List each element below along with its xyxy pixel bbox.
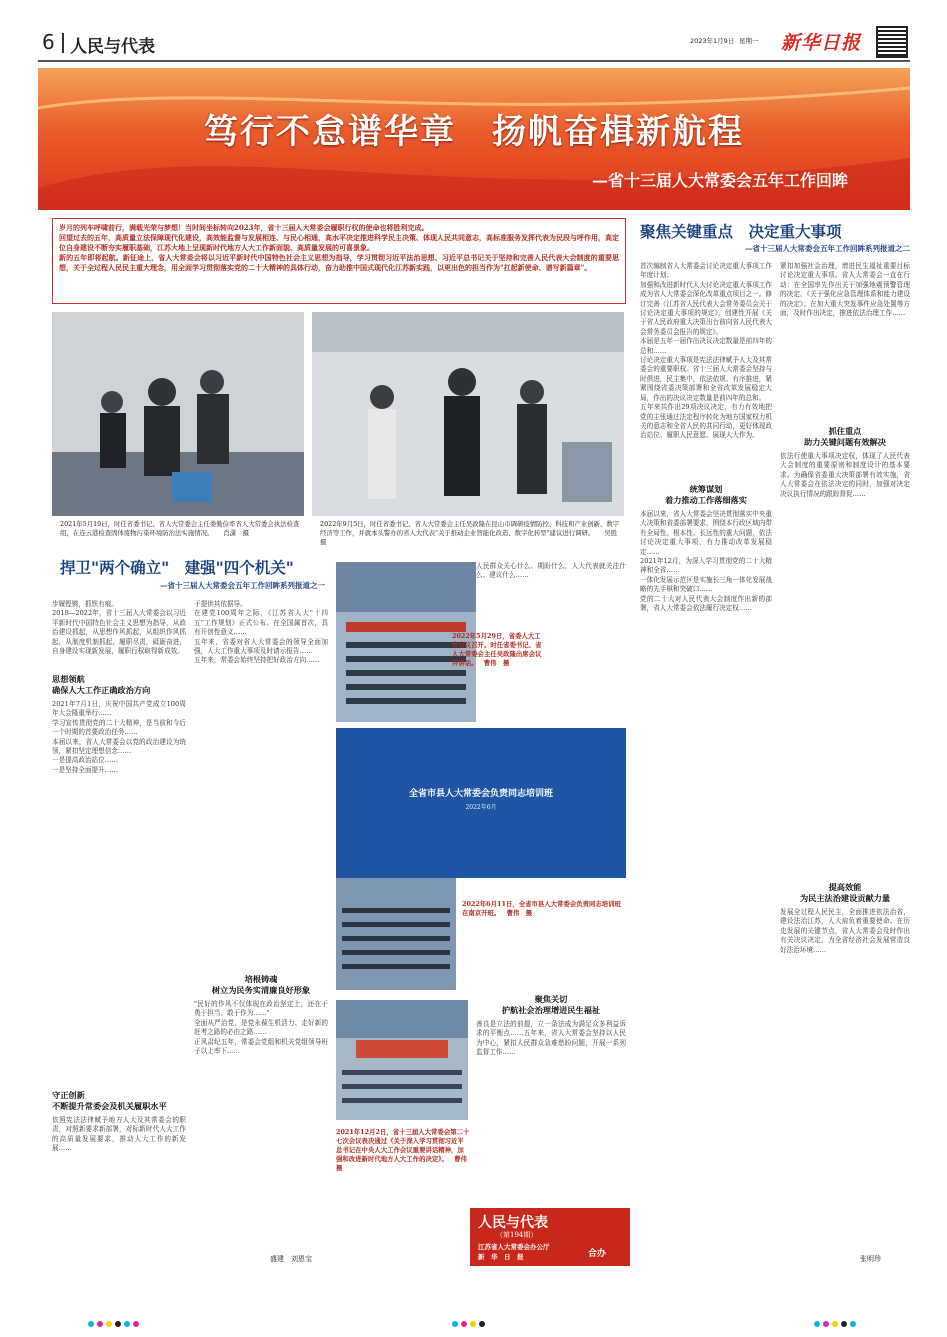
qr-code-icon[interactable] (876, 26, 908, 58)
photo-inspection-figure (52, 312, 304, 516)
page-number: 6 (42, 30, 55, 54)
training-banner-title: 全省市县人大常委会负责同志培训班 (408, 789, 553, 799)
photo-voting-figure (336, 1000, 468, 1120)
registration-dot (88, 1321, 94, 1327)
intro-box (52, 218, 626, 304)
registration-dot (461, 1321, 467, 1327)
registration-dot (823, 1321, 829, 1327)
registration-dot (106, 1321, 112, 1327)
registration-marks-mid (452, 1312, 488, 1331)
right-sec1-title: 统筹谋划 着力推动工作落细落实 (665, 484, 747, 505)
section-title: 人民与代表 (70, 37, 155, 57)
training-banner-year: 2022年6月 (465, 804, 497, 811)
left-col2-sec-title: 培根铸魂 树立为民务实清廉良好形象 (211, 974, 311, 995)
right-article-subtitle: —省十三届人大常委会五年工作回眸系列报道之二 (745, 244, 910, 253)
registration-dot (124, 1321, 130, 1327)
photo-training-banner (336, 728, 626, 878)
left-col2-top: 于提供其依据导。 在建党100周年之际，《江苏省人大"十四五"工作规划》正式公布。在全国属首次，具有开创性意义…… 五年来，省委对省人大常委会的领导全面加强，人大工作重大事项及时请示报告…… 五年来，常委会始终坚持把好政治方向…… (194, 600, 328, 665)
registration-dot (115, 1321, 121, 1327)
registration-dot (479, 1321, 485, 1327)
footer-org1: 江苏省人大常委会办公厅 (478, 1243, 550, 1251)
banner-title: 笃行不怠谱华章 扬帆奋楫新航程 (204, 112, 744, 152)
footer-joint: 合办 (588, 1249, 607, 1259)
registration-dot (841, 1321, 847, 1327)
registration-dot (850, 1321, 856, 1327)
credit-photo4: 曹伟 摄 (506, 909, 533, 917)
right-byline: 张明珍 (860, 1255, 881, 1263)
right-article-title: 聚焦关键重点 决定重大事项 (640, 222, 842, 241)
left-col1-sec1-title: 思想领航 确保人大工作正确政治方向 (52, 674, 151, 695)
photo-voting (336, 1000, 468, 1120)
column-footer-box (470, 1208, 630, 1266)
photo-research (312, 312, 624, 516)
registration-dot (814, 1321, 820, 1327)
right-sec1-body: 本届以来，省人大常委会坚决贯彻落实中央重大决策和省委部署要求，围绕本行政区域内带有全局性、根本性、长远性的重大问题，依法讨论决定重大事项，有力推动改革发展稳定…… 2021年12月，为深入学习贯彻党的二十大精神和全省…… 一体化发展示范区是实施长三角一体化发展战略的先手棋和突破口…… 党的二十大对人民代表大会制度作出新的部署，省人大常委会依法履行决定权…… (640, 510, 772, 613)
right-sec3-body: 发展全过程人民民主，全面推进依法治省，建设法治江苏，人大肩负着重要使命。在历史发展的关键节点，省人大常委会及时作出有关决议决定，为全省经济社会发展营造良好法治环境…… (780, 908, 910, 954)
issue-date: 2023年1月9日 (690, 37, 735, 45)
right-col1-top: 首次编制省人大常委会讨论决定重大事项工作年度计划； 加强和改进新时代人大讨论决定重大事项工作成为省人大常委会深化改革重点项目之一。修订完善《江苏省人民代表大会常务委员会关于讨论决定重大事项的规定》，创建性开展《关于省人民政府重大决策出台前向省人民代表大会常务委员会报告的规定》。 本届是五年一届作出决议决定数量是前四年的总和…… 讨论决定重大事项是宪法法律赋予人大及其常委会的重要职权。省十三届人大常委会坚持与时俱进，民主集中，依法依规、有序推进，紧紧围绕省委决策部署和全省改革发展稳定大局，作出的决议决定数量是前四年的总和。 五年来共作出29项决议决定，有力有效地把党的主张通过法定程序转化为地方国家权力机关的意志和全省人民的共同行动，更好体现政治站位、履职人民意愿、展现人大作为。 (640, 262, 772, 440)
photo-inspection (52, 312, 304, 516)
caption-photo3: 2022年5月29日，省委人大工作会议召开。时任省委书记、省人大常委会主任吴政隆出席会议并讲话。 曹伟 摄 (452, 632, 542, 667)
left-col2-byline: 盛建 刘恩宝 (270, 1255, 312, 1263)
registration-dot (832, 1321, 838, 1327)
footer-issue: （第194期） (496, 1231, 538, 1239)
right-sec2-title: 抓住重点 助力关键问题有效解决 (804, 426, 886, 447)
issue-weekday: 星期一 (739, 37, 759, 45)
right-col3-top: 紧扣加强社会治理，增进民生福祉重要目标讨论决定重大事项。省人大常委会一直在行动：在全国率先作出关于加强地震预警管理的决定，《关于强化应急管理体系和能力建设的决定》；在加大重大突发事件应急处置等方面，及时作出决定，推进依法治理工作…… (780, 262, 910, 318)
registration-marks-left (88, 1312, 142, 1331)
masthead-logo: 新华日报 (781, 32, 862, 54)
footer-org2: 新 华 日 报 (478, 1253, 524, 1261)
caption-photo2: 2022年9月5日，时任省委书记、省人大常委会主任吴政隆在昆山市调研疫情防控、科技和产业创新、数字经济等工作，并就本头警办的省人大代表"关于推动企业智能化改造、数字化转型"建议进行调研。 吴胜 摄 (320, 520, 624, 546)
left-col1-sec2-body: 依照宪法法律赋予地方人大及其常委会的职责，对照新要求新部署，对标新时代人大工作的高质量发展要求，推动人大工作的新发展…… (52, 1116, 186, 1153)
photo-research-figure (312, 312, 624, 516)
left-col3-top: 人民群众关心什么、期盼什么，人大代表就关注什么、建议什么…… (476, 562, 626, 580)
right-sec2-body: 依法行使重大事项决定权，体现了人民代表大会制度的重要原则和制度设计的基本要求。为确保省委重大决策部署有效实施，省人大常委会在依法决定的同时，加强对决定决议执行情况的跟踪督促…… (780, 452, 910, 498)
photo-training-hall (336, 878, 456, 990)
header-divider (62, 33, 64, 53)
page-header (38, 26, 910, 62)
credit-photo5: 曹伟 摄 (336, 1155, 474, 1172)
left-col1-top: 步履铿锵，抓铁有痕。 2018—2022年，省十三届人大常委会以习近平新时代中国特色社会主义思想为指导，从政治建设抓起，从思想作风抓起，从组织作风抓起，从制度机制抓起，履职尽责，砥砺奋进，自身建设实现新发展，履职行权取得新成效。 (52, 600, 186, 656)
caption-photo5: 2021年12月2日，省十三届人大常委会第二十七次会议表决通过《关于深入学习贯彻习近平总书记在中央人大工作会议重要讲话精神，加强和改进新时代地方人大工作的决定》。 曹伟 摄 (336, 1128, 474, 1172)
registration-dot (452, 1321, 458, 1327)
registration-dot (97, 1321, 103, 1327)
banner-subtitle: —省十三届人大常委会五年工作回眸 (591, 171, 848, 190)
credit-photo2: 吴胜 摄 (320, 529, 624, 546)
left-col2-sec-body: "民好的作风不仅体现在政治坚定上，还在于勇于担当、敢于作为……" 全面从严治党，是党永葆生机活力、走好新的赶考之路的必由之路…… 正风肃纪五年，常委会党组和机关党组领导班子以上率下…… (194, 1000, 328, 1056)
credit-photo1: 肖潇 摄 (223, 529, 249, 537)
left-col3-sec-title: 聚焦关切 护航社会治理增进民生福祉 (501, 994, 601, 1015)
photo-training-hall-figure (336, 878, 456, 990)
footer-column-title: 人民与代表 (478, 1215, 548, 1231)
left-article-title: 捍卫"两个确立" 建强"四个机关" (60, 558, 294, 577)
registration-dot (133, 1321, 139, 1327)
registration-marks-right (814, 1312, 859, 1331)
hero-banner (38, 68, 910, 210)
registration-dot (470, 1321, 476, 1327)
intro-text: 岁月的列车呼啸前行，满载光荣与梦想！当时间坐标转向2023年，省十三届人大常委会履职行权的使命也将胜利完成。 回望过去的五年，高质量立法保障现代化建设，高效能监督与发展相连、与民心相通，高水平决定推进科学民主决策、体现人民共同意志，高标准服务发挥代表为民段与呼作用，高定位自身建设不断夯实履职基础，江苏大地上呈现新时代地方人大工作新面貌、高质量发展的可喜景象。 新的五年即将起航。新征途上，省人大常委会将以习近平新时代中国特色社会主义思想为指导，学习贯彻习近平法治思想、习近平总书记关于坚持和完善人民代表大会制度的重要思想，关于全过程人民民主重大理念，用全面学习贯彻落实党的二十大精神的具体行动，奋力助推中国式现代化江苏新实践，以更出色的担当作为"扛起新使命、谱写新篇章"。 (59, 223, 619, 272)
caption-photo4: 2022年6月11日，全省市县人大常委会负责同志培训班在南京开班。 曹伟 摄 (462, 900, 621, 917)
left-col3-sec-body: 善良是立法的前提，立一条法成为满足众多利益诉求的平衡点……五年来，省人大常委会坚持以人民为中心，紧扣人民群众急难愁盼问题，开展一系列监督工作…… (476, 1020, 626, 1057)
credit-photo3: 曹伟 摄 (483, 659, 510, 667)
right-sec3-title: 提高效能 为民主法治建设贡献力量 (799, 882, 891, 903)
left-col1-sec2-title: 守正创新 不断提升常委会及机关履职水平 (52, 1090, 167, 1111)
caption-photo1: 2021年5月19日，时任省委书记、省人大常委会主任娄勤俭率省人大常委会执法检查组，在连云港检查固体废物污染环境防治法实施情况。 肖潇 摄 (60, 520, 300, 537)
left-col1-sec1-body: 2021年7月1日，庆祝中国共产党成立100周年大会隆重举行…… 学习宣传贯彻党的二十大精神，是当前和今后一个时期的首要政治任务…… 本届以来，省人大常委会以党的政治建设为统领，紧扣坚定理想信念…… 一是提高政治站位…… 一是坚持全面提升…… (52, 700, 186, 774)
left-article-subtitle: —省十三届人大常委会五年工作回眸系列报道之一 (160, 581, 325, 590)
